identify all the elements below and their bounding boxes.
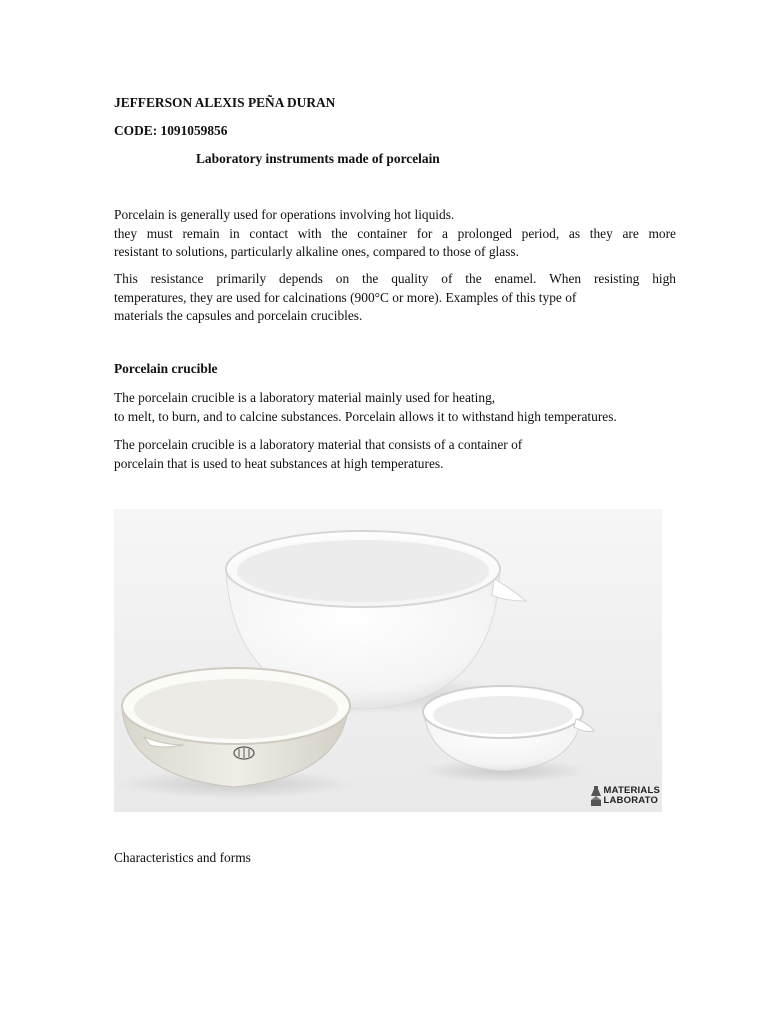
author-name: JEFFERSON ALEXIS PEÑA DURAN xyxy=(114,95,336,110)
text-line: resistant to solutions, particularly alkaline ones, compared to those of glass. xyxy=(114,244,519,260)
intro-paragraph-2 xyxy=(114,270,676,326)
porcelain-bowls-photo xyxy=(114,509,662,812)
porcelain-bowls-illustration xyxy=(114,509,662,812)
section-paragraph-1 xyxy=(114,389,676,426)
text-line: The porcelain crucible is a laboratory material mainly used for heating, xyxy=(114,390,496,405)
author-code: CODE: 1091059856 xyxy=(114,123,228,138)
intro-paragraph-1 xyxy=(114,206,676,262)
section-paragraph-2 xyxy=(114,436,676,473)
section-heading: Porcelain crucible xyxy=(114,361,218,376)
document-title: Laboratory instruments made of porcelain xyxy=(196,151,440,166)
text-line: they must remain in contact with the container for a prolonged period, as they are more xyxy=(114,225,676,241)
text-line: porcelain that is used to heat substances at high temperatures. xyxy=(114,455,444,471)
text-line: materials the capsules and porcelain crucibles. xyxy=(114,308,363,324)
building-logo-icon xyxy=(591,796,601,806)
characteristics-heading: Characteristics and forms xyxy=(114,850,251,865)
text-line: Porcelain is generally used for operations involving hot liquids. xyxy=(114,207,455,222)
text-line: temperatures, they are used for calcinations (900°C or more). Examples of this type of xyxy=(114,289,577,305)
flask-logo-icon xyxy=(591,786,601,796)
text-line: The porcelain crucible is a laboratory material that consists of a container of xyxy=(114,437,523,452)
text-line: to melt, to burn, and to calcine substances. Porcelain allows it to withstand high temperatures. xyxy=(114,408,617,424)
watermark-line-1: MATERIALS xyxy=(603,785,660,796)
text-line: This resistance primarily depends on the quality of the enamel. When resisting high xyxy=(114,271,676,286)
watermark xyxy=(591,786,660,806)
watermark-line-2: LABORATO xyxy=(603,795,659,806)
